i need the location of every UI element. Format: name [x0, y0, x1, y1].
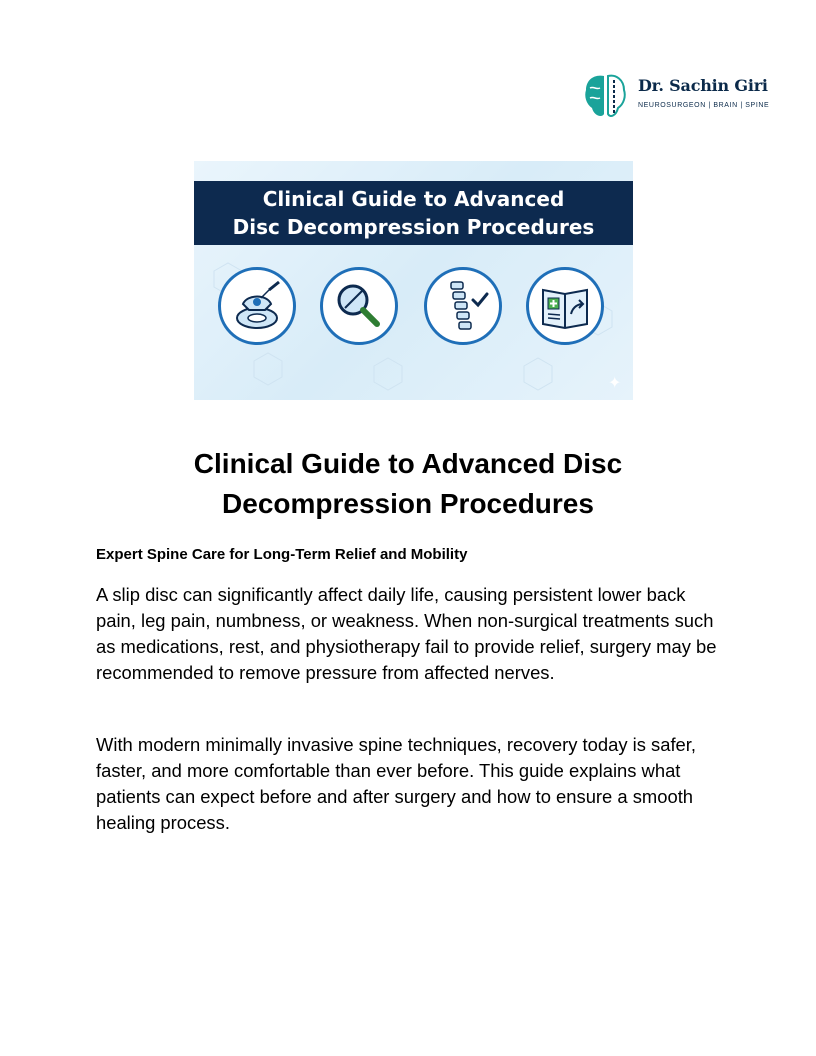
paragraph-techniques: With modern minimally invasive spine techniques, recovery today is safer, faster, and more comfortable than ever before. This guide explains what patients can expect before and after surgery and how to ensure a smooth healing process. — [96, 734, 696, 833]
logo-tagline: NEUROSURGEON | BRAIN | SPINE — [638, 102, 770, 109]
brand-logo — [582, 70, 772, 122]
page-subtitle: Expert Spine Care for Long-Term Relief and Mobility — [96, 546, 468, 563]
spine-check-icon — [424, 267, 502, 345]
sparkle-icon: ✦ — [608, 375, 622, 392]
spine-disc-icon — [218, 267, 296, 345]
hero-title-line2: Disc Decompression Procedures — [232, 215, 595, 239]
brain-logo-icon — [582, 70, 630, 122]
logo-name: Dr. Sachin Giri — [638, 76, 768, 95]
hero-title-line1: Clinical Guide to Advanced — [262, 187, 565, 211]
medical-book-icon — [526, 267, 604, 345]
hero-banner — [194, 161, 633, 400]
paragraph-intro: A slip disc can significantly affect daily life, causing persistent lower back pain, leg pain, numbness, or weakness. When non-surgical treatments such as medications, rest, and physiotherapy fail to provide relief, surgery may be recommended to remove pressure from affected nerves. — [96, 584, 717, 683]
hero-title — [194, 185, 633, 241]
page-title: Clinical Guide to Advanced Disc Decompression Procedures — [193, 448, 623, 519]
magnifier-tool-icon — [320, 267, 398, 345]
